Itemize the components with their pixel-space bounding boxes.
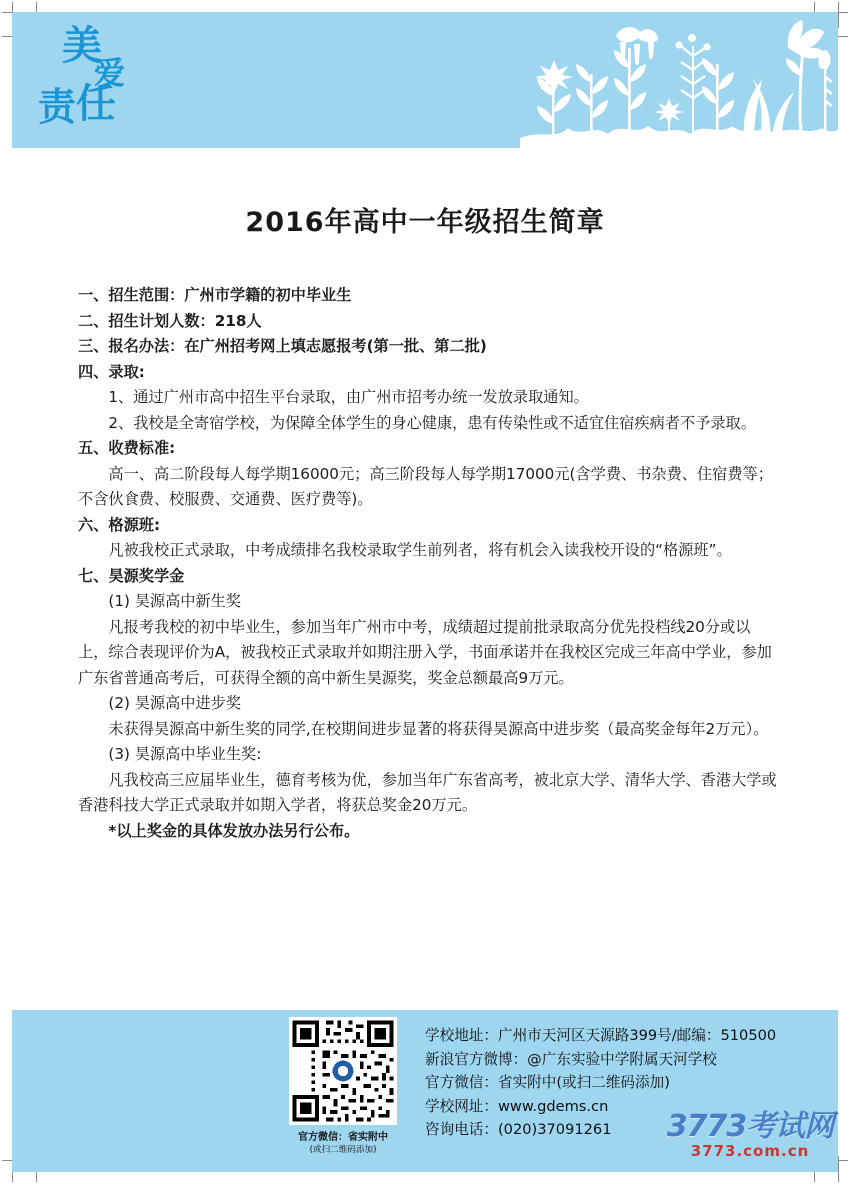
body-line-l8 <box>78 462 778 513</box>
motto-char-ze: 责 <box>38 85 75 129</box>
body-line-l9 <box>78 513 778 539</box>
qr-caption-primary: 官方微信：省实附中 <box>298 1132 388 1143</box>
body-line-l16 <box>78 742 778 768</box>
body-line-l6 <box>78 411 778 437</box>
contact-line-2: 新浪官方微博：@广东实验中学附属天河学校 <box>425 1050 717 1068</box>
brochure-body <box>78 283 778 844</box>
crop-mark-top-right-v <box>838 2 839 28</box>
body-line-text: 凡报考我校的初中毕业生，参加当年广州市中考，成绩超过提前批录取高分优先投档线20分或以上，综合表现评价为A，被我校正式录取并如期注册入学，书面承诺并在我校区完成三年高中学业，参加广东省普通高考后，可获得全额的高中新生昊源奖，奖金总额最高9万元。 <box>78 617 772 687</box>
contact-line-5: 咨询电话：(020)37091261 <box>425 1121 612 1139</box>
body-line-text: 218人 <box>214 311 262 330</box>
body-line-text: 广州市学籍的初中毕业生 <box>184 286 352 304</box>
body-line-l4 <box>78 360 778 386</box>
body-line-lead: 七、昊源奖学金 <box>78 566 185 585</box>
watermark-site-name: 3773考试网 <box>666 1109 834 1144</box>
body-line-lead: 一、招生范围： <box>78 286 185 304</box>
body-line-l1 <box>78 283 778 309</box>
body-line-lead: 五、收费标准: <box>78 439 176 457</box>
body-line-text: (3) 昊源高中毕业生奖: <box>108 745 262 763</box>
body-line-text: (1) 昊源高中新生奖 <box>108 592 242 610</box>
wechat-qr-block <box>282 1017 404 1155</box>
body-line-text: 凡被我校正式录取，中考成绩排名我校录取学生前列者，将有机会入读我校开设的“格源班”。 <box>108 541 732 559</box>
body-line-text: 在广州招考网上填志愿报考(第一批、第二批) <box>184 337 487 355</box>
body-line-text: 凡我校高三应届毕业生，德育考核为优，参加当年广东省高考，被北京大学、清华大学、香港大学或香港科技大学正式录取并如期入学者，将获总奖金20万元。 <box>78 770 777 814</box>
body-line-l17 <box>78 768 778 819</box>
page-title: 2016年高中一年级招生简章 <box>245 207 605 238</box>
body-line-l15 <box>78 717 778 743</box>
body-line-text: (2) 昊源高中进步奖 <box>108 694 242 712</box>
body-line-lead: 二、招生计划人数： <box>78 311 215 330</box>
body-line-l12 <box>78 589 778 615</box>
body-line-l18 <box>78 819 778 845</box>
body-line-l14 <box>78 691 778 717</box>
motto-char-mei: 美 <box>62 23 100 69</box>
wechat-qr-code-icon <box>289 1017 397 1125</box>
body-line-l11 <box>78 564 778 590</box>
crop-mark-bottom-right-v <box>838 1156 839 1182</box>
body-line-l5 <box>78 385 778 411</box>
motto-char-ren: 任 <box>76 81 114 127</box>
contact-line-4: 学校网址：www.gdems.cn <box>425 1097 609 1115</box>
body-line-text: 未获得昊源高中新生奖的同学,在校期间进步显著的将获得昊源高中进步奖（最高奖金每年2万元）。 <box>108 719 769 738</box>
body-line-l2 <box>78 309 778 335</box>
body-line-lead: 四、录取: <box>78 362 145 381</box>
contact-line-1: 学校地址：广州市天河区天源路399号/邮编：510500 <box>425 1027 777 1044</box>
body-line-l3 <box>78 334 778 360</box>
body-line-l13 <box>78 615 778 692</box>
motto-char-ai: 爱 <box>94 56 123 92</box>
contact-line-3: 官方微信：省实附中(或扫二维码添加) <box>425 1074 670 1092</box>
body-line-text: 1、通过广州市高中招生平台录取，由广州市招考办统一发放录取通知。 <box>108 388 589 406</box>
watermark-site-url: 3773.com.cn <box>690 1142 810 1160</box>
body-line-text: 2、我校是全寄宿学校，为保障全体学生的身心健康，患有传染性或不适宜住宿疾病者不予录取。 <box>108 413 756 432</box>
contact-info-block <box>425 1024 825 1142</box>
school-motto-logo <box>38 23 158 138</box>
body-line-lead: 三、报名办法： <box>78 337 185 355</box>
body-line-text: *以上奖金的具体发放办法另行公布。 <box>108 821 360 840</box>
qr-caption-secondary: (或扫二维码添加) <box>309 1145 377 1155</box>
body-line-l10 <box>78 538 778 564</box>
body-line-lead: 六、格源班: <box>78 515 161 534</box>
body-line-text: 高一、高二阶段每人每学期16000元；高三阶段每人每学期17000元(含学费、书杂费、住宿费等；不含伙食费、校服费、交通费、医疗费等)。 <box>78 464 773 508</box>
body-line-l7 <box>78 436 778 462</box>
